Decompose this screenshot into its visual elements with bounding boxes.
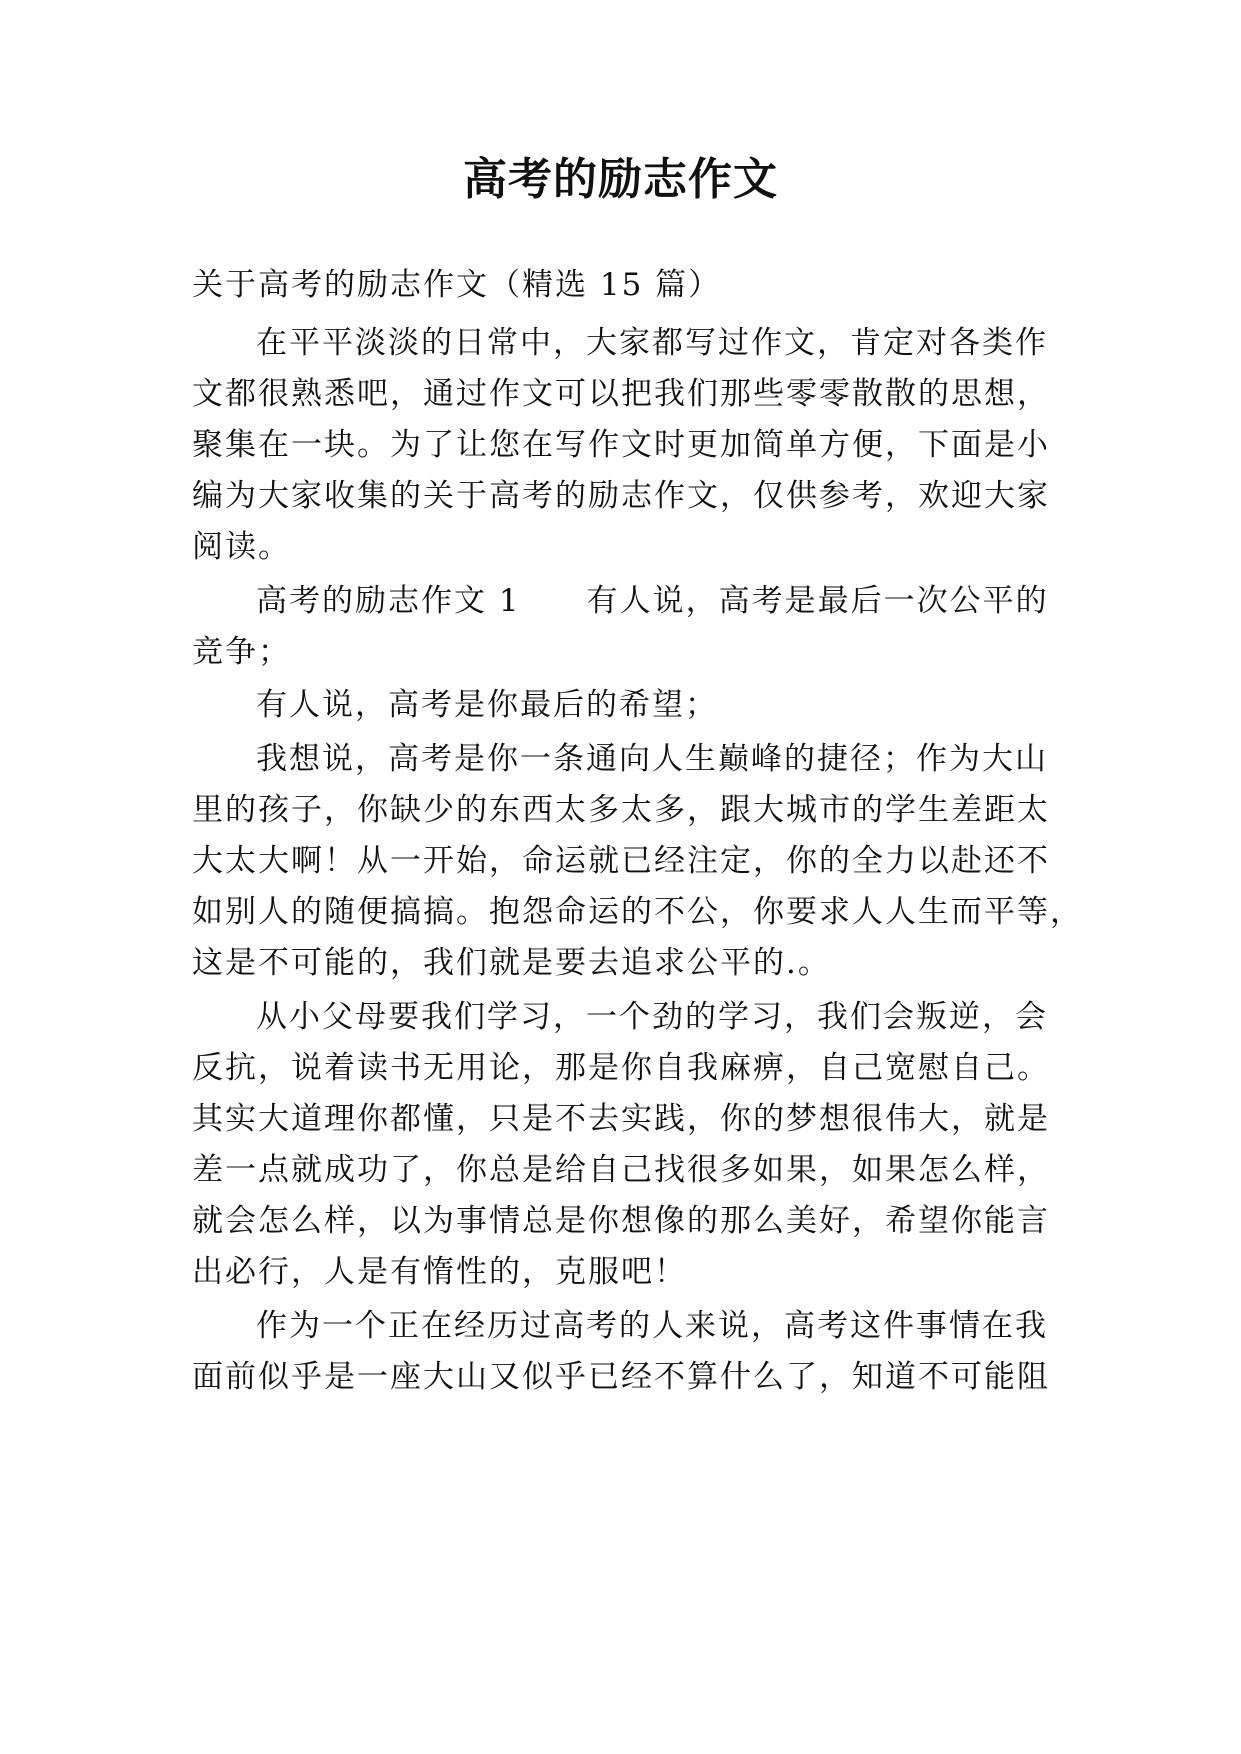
subtitle-line: 关于高考的励志作文（精选 15 篇）	[192, 267, 722, 303]
paragraph-line: 就会怎么样，以为事情总是你想像的那么美好，希望你能言	[192, 1203, 1050, 1239]
paragraph-line: 如别人的随便搞搞。抱怨命运的不公，你要求人人生而平等，	[192, 894, 1083, 930]
paragraph-line: 作为一个正在经历过高考的人来说，高考这件事情在我	[256, 1308, 1048, 1344]
paragraph-line: 编为大家收集的关于高考的励志作文，仅供参考，欢迎大家	[192, 478, 1050, 514]
paragraph-line: 这是不可能的，我们就是要去追求公平的.。	[192, 945, 831, 981]
paragraph-line: 我想说，高考是你一条通向人生巅峰的捷径；作为大山	[256, 741, 1048, 777]
paragraph-line: 聚集在一块。为了让您在写作文时更加简单方便，下面是小	[192, 427, 1050, 463]
paragraph-line: 里的孩子，你缺少的东西太多太多，跟大城市的学生差距太	[192, 792, 1050, 828]
document-title: 高考的励志作文	[463, 154, 778, 205]
paragraph-line: 文都很熟悉吧，通过作文可以把我们那些零零散散的思想，	[192, 376, 1050, 412]
paragraph-line: 从小父母要我们学习，一个劲的学习，我们会叛逆，会	[256, 999, 1048, 1035]
paragraph-line: 高考的励志作文 1 有人说，高考是最后一次公平的	[256, 583, 1049, 619]
paragraph-line: 竞争；	[192, 634, 291, 670]
paragraph-line: 在平平淡淡的日常中，大家都写过作文，肯定对各类作	[256, 325, 1048, 361]
paragraph-line: 出必行，人是有惰性的，克服吧！	[192, 1254, 687, 1290]
paragraph-line: 阅读。	[192, 529, 291, 565]
paragraph-line: 反抗，说着读书无用论，那是你自我麻痹，自己宽慰自己。	[192, 1050, 1050, 1086]
paragraph-line: 有人说，高考是你最后的希望；	[256, 687, 718, 723]
paragraph-line: 面前似乎是一座大山又似乎已经不算什么了，知道不可能阻	[192, 1359, 1050, 1395]
paragraph-line: 大太大啊！从一开始，命运就已经注定，你的全力以赴还不	[192, 843, 1050, 879]
paragraph-line: 其实大道理你都懂，只是不去实践，你的梦想很伟大，就是	[192, 1101, 1050, 1137]
paragraph-line: 差一点就成功了，你总是给自己找很多如果，如果怎么样，	[192, 1152, 1050, 1188]
